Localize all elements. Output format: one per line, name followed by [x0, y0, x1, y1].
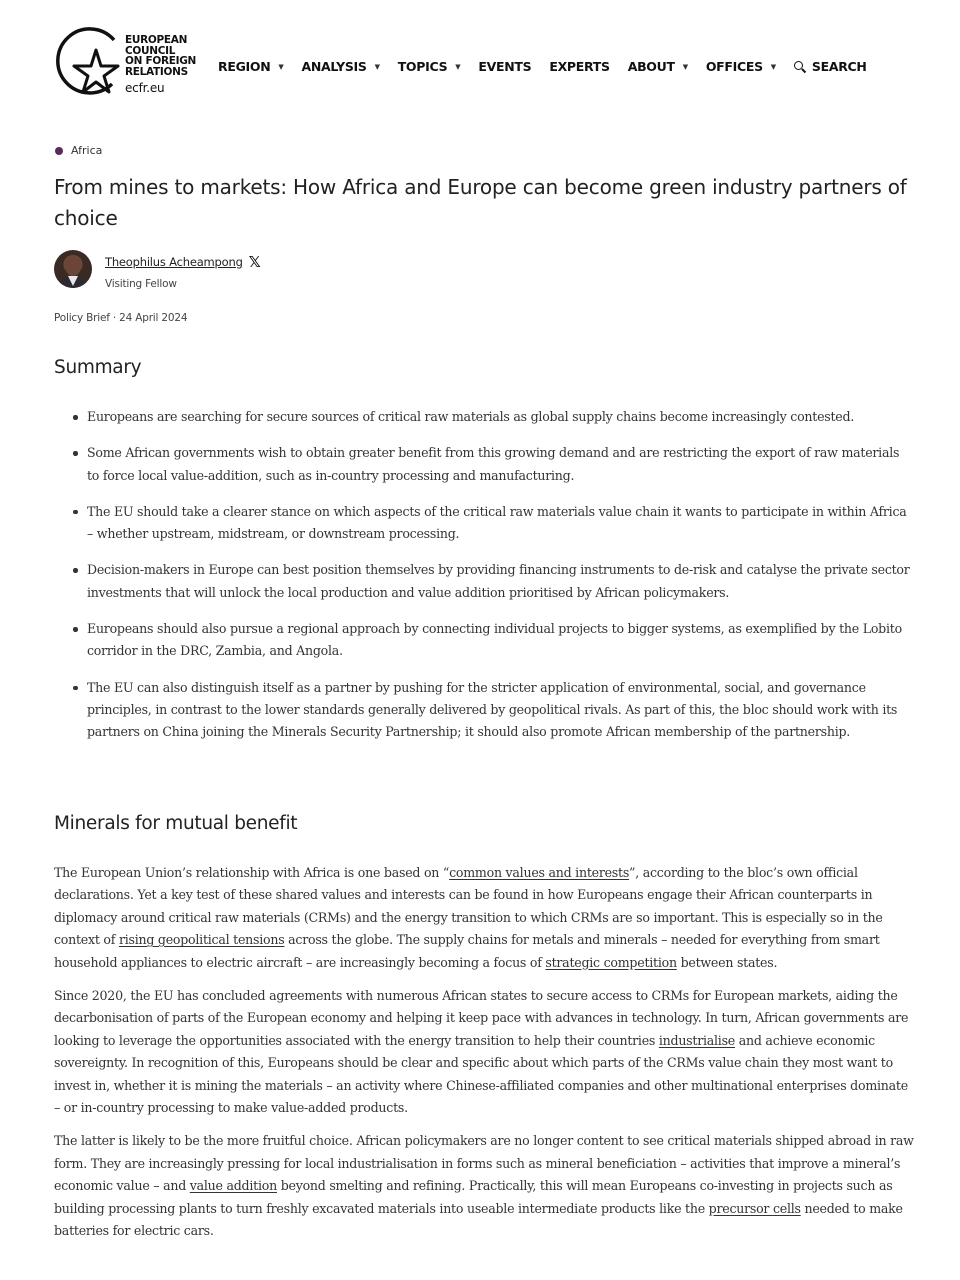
caret-down-icon: ▼	[770, 62, 776, 71]
category-tag[interactable]	[55, 144, 102, 157]
nav-events[interactable]: EVENTS	[478, 59, 532, 74]
logo-url: ecfr.eu	[125, 81, 165, 95]
nav-region[interactable]: REGION ▼	[218, 59, 284, 74]
summary-item: Europeans are searching for secure sources of critical raw materials as global supply chains become increasingly contested.	[70, 406, 915, 428]
star-circle-logo-icon	[54, 26, 126, 102]
body-paragraph: The latter is likely to be the more fruitful choice. African policymakers are no longer content to see critical materials shipped abroad in raw form. They are increasingly pressing for local industrialisation in forms such as mineral beneficiation – activities that improve a mineral’s economic value – and value addition beyond smelting and refining. Practically, this will mean Europeans co-investing in projects such as building processing plants to turn freshly excavated materials into useable intermediate products like the precursor cells needed to make batteries for electric cars.	[54, 1133, 914, 1239]
author-role: Visiting Fellow	[105, 278, 177, 290]
article-meta: Policy Brief · 24 April 2024	[54, 312, 188, 324]
article-body	[54, 862, 914, 1254]
author-block	[54, 250, 261, 292]
link-precursor-cells[interactable]: precursor cells	[708, 1200, 801, 1216]
caret-down-icon: ▼	[374, 62, 380, 71]
caret-down-icon: ▼	[278, 62, 284, 71]
ecfr-logo[interactable]	[54, 26, 204, 102]
section-heading: Minerals for mutual benefit	[54, 813, 298, 834]
author-avatar[interactable]	[54, 250, 92, 288]
summary-item: The EU can also distinguish itself as a partner by pushing for the stricter application of environmental, social, and governance principles, in contrast to the lower standards generally delivered by geopolitical rivals. As part of this, the bloc should work with its partners on China joining the Minerals Security Partnership; it should also promote African membership of the partnership.	[70, 677, 915, 744]
summary-item: Europeans should also pursue a regional approach by connecting individual projects to bigger systems, as exemplified by the Lobito corridor in the DRC, Zambia, and Angola.	[70, 618, 915, 663]
category-label: Africa	[71, 144, 103, 157]
category-dot-icon	[55, 147, 63, 155]
link-strategic-competition[interactable]: strategic competition	[545, 954, 677, 970]
site-header	[54, 26, 914, 106]
x-twitter-icon[interactable]: 𝕏	[248, 253, 261, 271]
nav-analysis[interactable]: ANALYSIS ▼	[301, 59, 380, 74]
caret-down-icon: ▼	[455, 62, 461, 71]
body-paragraph: Since 2020, the EU has concluded agreements with numerous African states to secure access to CRMs for European markets, aiding the decarbonisation of parts of the European economy and helping it keep pace with advances in technology. In turn, African governments are looking to leverage the opportunities associated with the energy transition to help their countries industrialise and achieve economic sovereignty. In recognition of this, Europeans should be clear and specific about which parts of the CRMs value chain they most want to invest in, whether it is mining the materials – an activity where Chinese-affiliated companies and other multinational enterprises dominate – or in-country processing to make value-added products.	[54, 988, 909, 1116]
nav-topics[interactable]: TOPICS ▼	[397, 59, 461, 74]
summary-item: The EU should take a clearer stance on which aspects of the critical raw materials value chain it wants to participate in within Africa – whether upstream, midstream, or downstream processing.	[70, 501, 915, 546]
summary-list	[70, 406, 915, 758]
main-nav	[218, 59, 885, 74]
summary-item: Some African governments wish to obtain greater benefit from this growing demand and are restricting the export of raw materials to force local value-addition, such as in-country processing and manufacturing.	[70, 442, 915, 487]
link-rising-tensions[interactable]: rising geopolitical tensions	[118, 932, 285, 948]
logo-wordmark: EUROPEAN COUNCIL ON FOREIGN RELATIONS	[125, 34, 197, 78]
summary-item: Decision-makers in Europe can best position themselves by providing financing instruments to de-risk and catalyse the private sector investments that will unlock the local production and value addition prioritised by African policymakers.	[70, 559, 915, 604]
link-common-values[interactable]: common values and interests	[449, 865, 630, 880]
nav-offices[interactable]: OFFICES ▼	[705, 59, 776, 74]
link-value-addition[interactable]: value addition	[189, 1178, 277, 1194]
link-industrialise[interactable]: industrialise	[658, 1032, 735, 1048]
article-title: From mines to markets: How Africa and Europe can become green industry partners of choice	[54, 175, 907, 230]
summary-heading: Summary	[54, 357, 142, 378]
caret-down-icon: ▼	[682, 62, 688, 71]
nav-experts[interactable]: EXPERTS	[549, 59, 610, 74]
search-icon	[794, 61, 806, 73]
nav-search[interactable]: SEARCH	[794, 59, 867, 74]
nav-about[interactable]: ABOUT ▼	[627, 59, 688, 74]
body-paragraph: The European Union’s relationship with Africa is one based on “common values and interests”, according to the bloc’s own official declarations. Yet a key test of these shared values and interests can be found in how Europeans engage their African counterparts in diplomacy around critical raw materials (CRMs) and the energy transition to which CRMs are so important. This is especially so in the context of rising geopolitical tensions across the globe. The supply chains for metals and minerals – needed for everything from smart household appliances to electric aircraft – are increasingly becoming a focus of strategic competition between states.	[54, 865, 883, 970]
author-name-link[interactable]: Theophilus Acheampong	[105, 255, 243, 269]
